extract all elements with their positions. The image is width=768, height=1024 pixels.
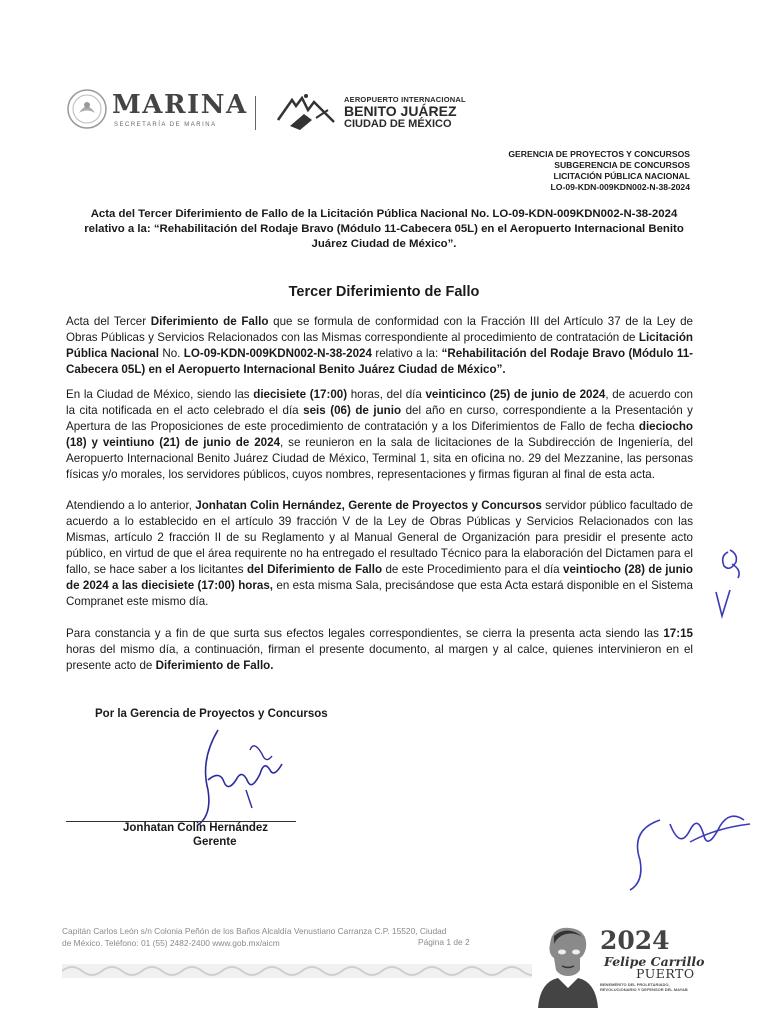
signer-role: Gerente	[193, 836, 237, 848]
paragraph-intro: Acta del Tercer Diferimiento de Fallo que se formula de conformidad con la Fracción III del Artículo 37 de la Ley de Obras Públicas y Servicios Relacionados con las Mismas correspondiente al procedimiento de contratación de Licitación Pública Nacional No. LO-09-KDN-009KDN002-N-38-2024 relativo a la: “Rehabilitación del Rodaje Bravo (Módulo 11-Cabecera 05L) en el Aeropuerto Internacional Benito Juárez Ciudad de México”.	[66, 315, 694, 376]
paragraph-deferral: Atendiendo a lo anterior, Jonhatan Colin Hernández, Gerente de Proyectos y Concursos servidor público facultado de acuerdo a lo establecido en el artículo 39 fracción V de la Ley de Obras Públicas y Servicios Relacionados con las Mismas, artículo 2 fracción II de su Reglamento y al Manual General de Organización para presidir el presente acto público, en virtud de que el área requirente no ha entregado el resultado Técnico para la elaboración del Dictamen para el fallo, se hace saber a los licitantes del Diferimiento de Fallo de este Procedimiento para el día veintiocho (28) de junio de 2024 a las diecisiete (17:00) horas, en esta misma Sala, precisándose que esta Acta estará disponible en el Sistema Compranet este mismo día.	[66, 499, 693, 608]
marina-logo	[66, 88, 256, 136]
document-title: Acta del Tercer Diferimiento de Fallo de la Licitación Pública Nacional No. LO-09-KDN-009KDN002-N-38-2024 relativo a la: “Rehabilitación del Rodaje Bravo (Módulo 11-Cabecera 05L) en el Aeropuerto Internacional Benito Juárez Ciudad de México”.	[84, 208, 684, 250]
marina-wordmark: MARINA	[112, 90, 248, 120]
national-seal-icon	[66, 88, 108, 130]
logo-divider	[255, 96, 256, 130]
ref-line-tender-type: LICITACIÓN PÚBLICA NACIONAL	[553, 171, 690, 181]
footer-decorative-band	[62, 960, 532, 982]
footer-address-line1: Capitán Carlos León s/n Colonia Peñón de los Baños Alcaldía Venustiano Carranza C.P. 15520, Ciudad	[62, 926, 447, 936]
footer-address-line2: de México. Teléfono: 01 (55) 2482-2400 www.gob.mx/aicm	[62, 938, 280, 948]
handwritten-signature-icon	[190, 720, 300, 830]
airport-name-line2: BENITO JUÁREZ	[344, 103, 457, 119]
ref-line-subdepartment: SUBGERENCIA DE CONCURSOS	[554, 160, 690, 170]
footer-name-line1: Felipe Carrillo	[604, 954, 705, 969]
footer-tagline: BENEMÉRITO DEL PROLETARIADO, REVOLUCIONARIO Y DEFENSOR DEL MAYAB	[600, 982, 688, 992]
margin-signature-icon	[620, 790, 760, 900]
airport-logo-text	[344, 95, 474, 130]
marina-subtitle: SECRETARÍA DE MARINA	[114, 122, 217, 128]
signer-heading: Por la Gerencia de Proyectos y Concursos	[95, 708, 328, 720]
airport-name-line3: CIUDAD DE MÉXICO	[344, 118, 452, 130]
airport-logo-icon	[272, 92, 340, 134]
paragraph-closing: Para constancia y a fin de que surta sus efectos legales correspondientes, se cierra la presenta acta siendo las 17:15 horas del mismo día, a continuación, firman el presente documento, al margen y al calce, quienes intervinieron en el presente acto de Diferimiento de Fallo.	[66, 627, 693, 672]
paragraph-meeting-details: En la Ciudad de México, siendo las diecisiete (17:00) horas, del día veinticinco (25) de junio de 2024, de acuerdo con la cita notificada en el acto celebrado el día seis (06) de junio del año en curso, correspondiente a la Presentación y Apertura de las Proposiciones de este procedimiento de contratación y a los Diferimientos de Fallo de fecha dieciocho (18) y veintiuno (21) de junio de 2024, se reunieron en la sala de licitaciones de la Subdirección de Ingeniería, del Aeropuerto Internacional Benito Juárez Ciudad de México, Terminal 1, sita en oficina no. 29 del Mezzanine, las personas físicas y/o morales, los servidores públicos, cuyos nombres, representaciones y firmas figuran al final de esta acta.	[66, 388, 694, 481]
ref-line-tender-number: LO-09-KDN-009KDN002-N-38-2024	[550, 182, 690, 192]
page-number: Página 1 de 2	[418, 937, 470, 947]
reference-block	[508, 149, 690, 193]
margin-initials-icon	[708, 540, 758, 620]
airport-name-line1: AEROPUERTO INTERNACIONAL	[344, 95, 466, 104]
footer-name-line2: PUERTO	[636, 966, 695, 981]
footer-year: 2024	[600, 926, 670, 955]
signer-name: Jonhatan Colin Hernández	[123, 822, 269, 834]
ref-line-department: GERENCIA DE PROYECTOS Y CONCURSOS	[508, 149, 690, 159]
section-heading: Tercer Diferimiento de Fallo	[288, 284, 480, 300]
portrait-illustration-icon	[536, 922, 600, 1008]
